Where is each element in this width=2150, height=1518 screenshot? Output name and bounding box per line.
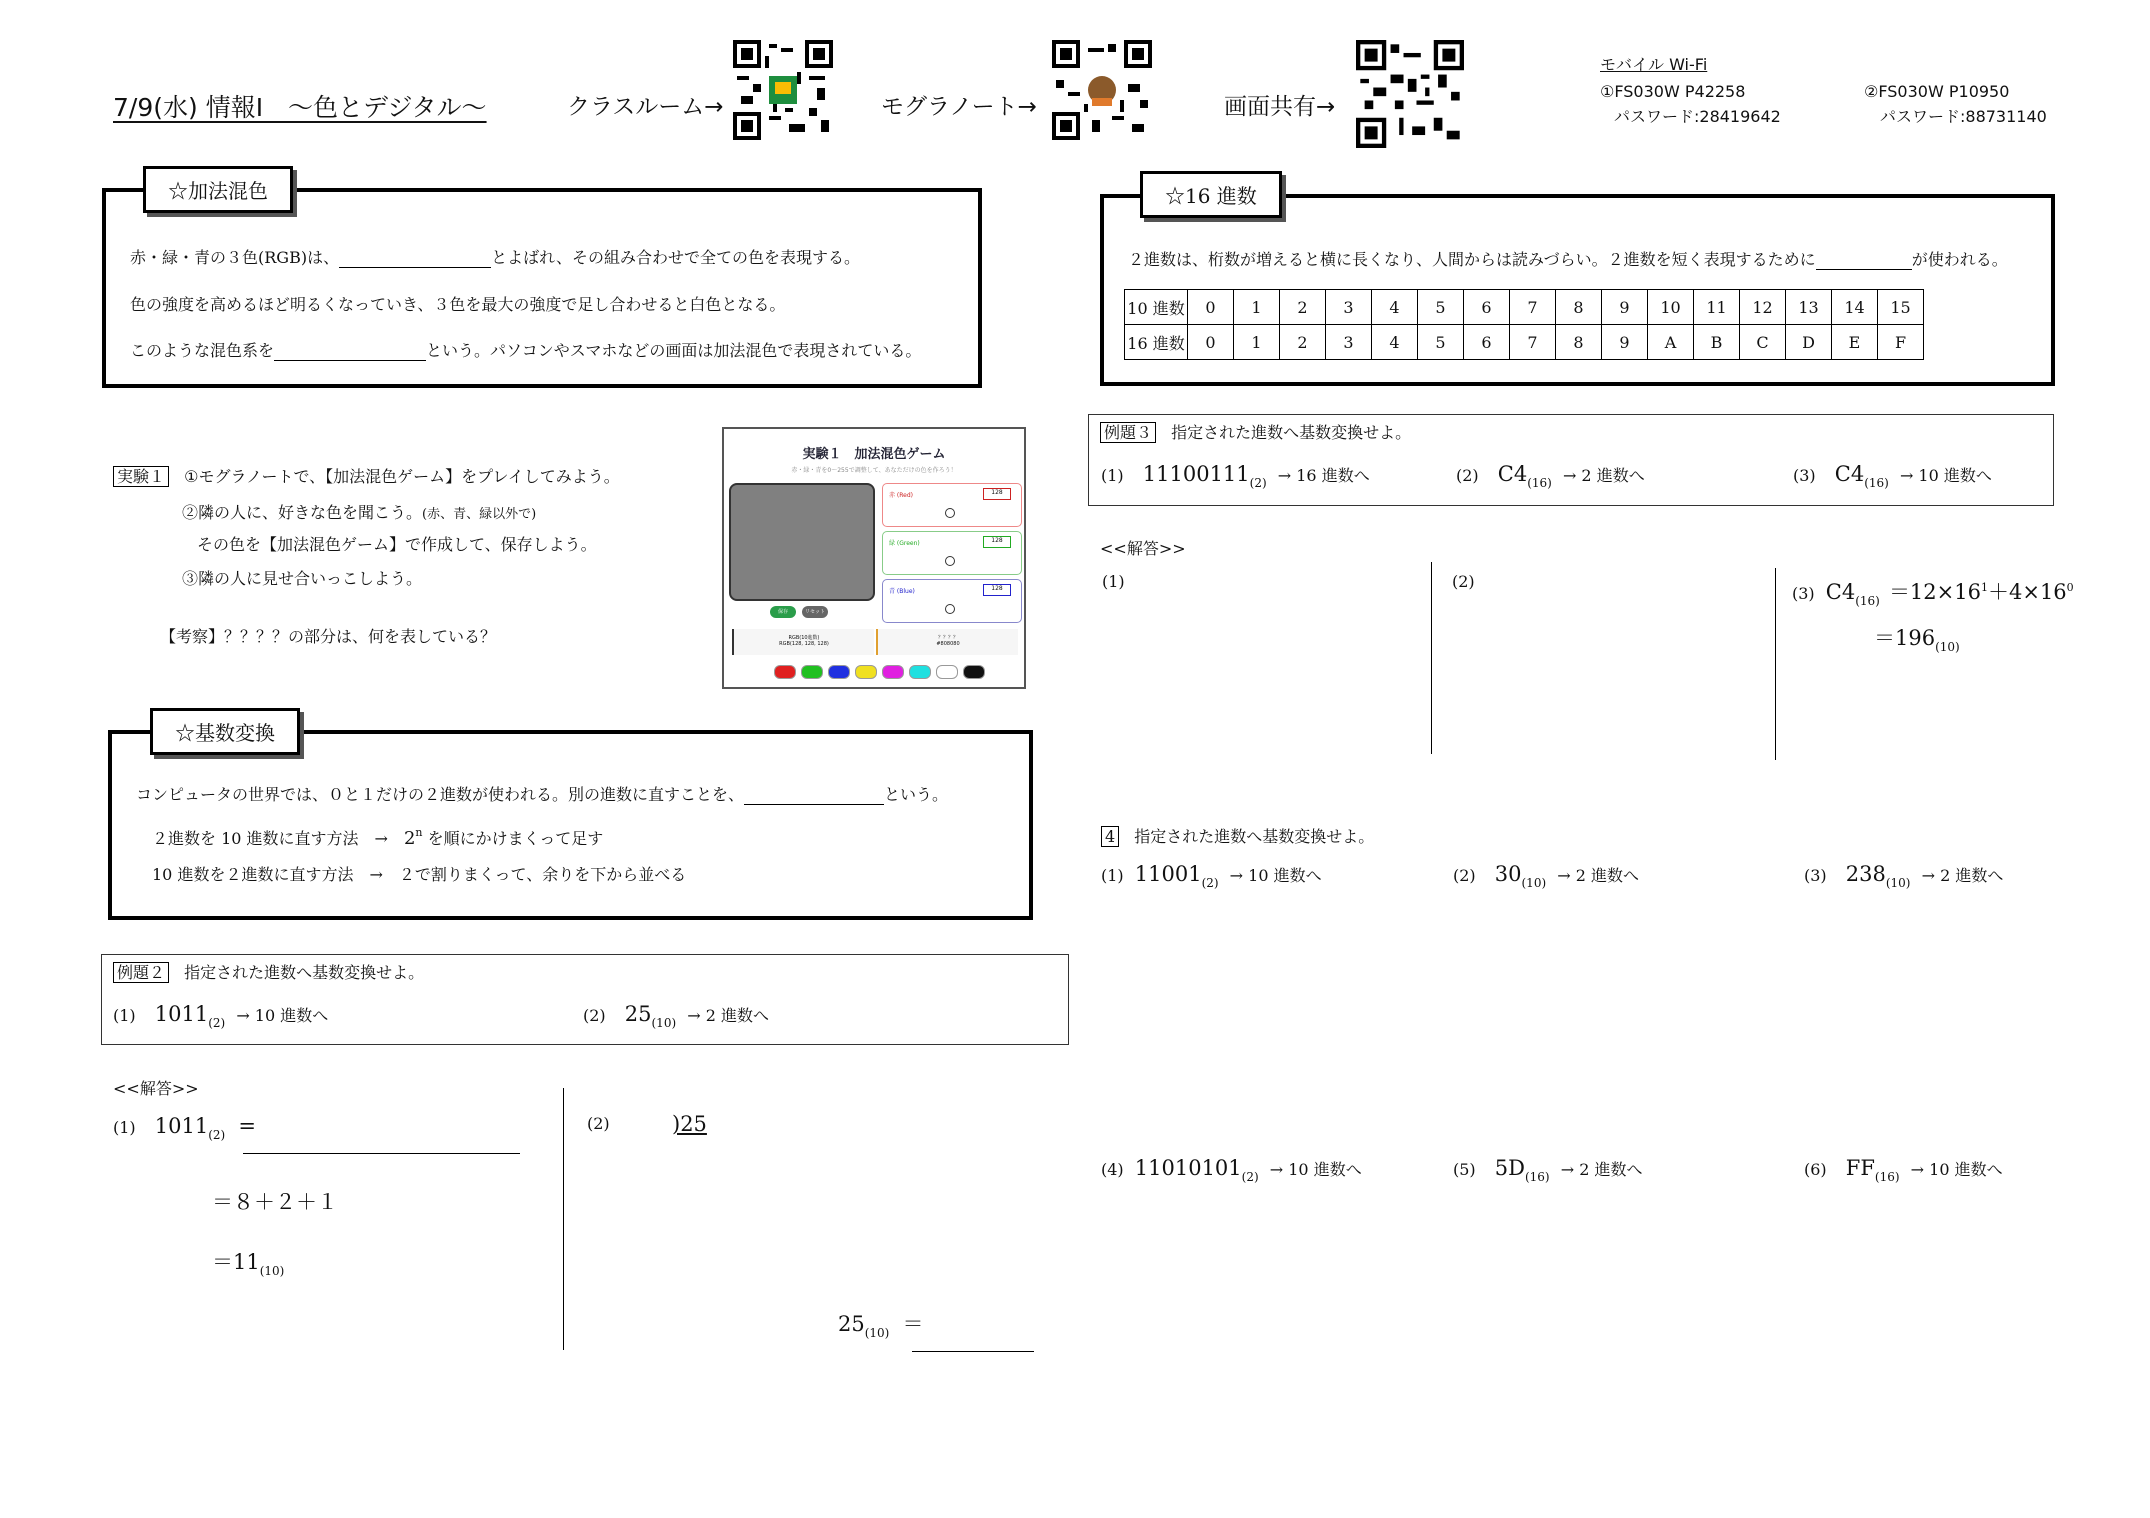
hex-readout-value: #808080 [936, 641, 960, 647]
decimal-cell: 4 [1372, 290, 1418, 325]
color-swatch[interactable] [828, 665, 850, 679]
hex-cell: 7 [1510, 325, 1556, 360]
example-2-q1-value: 1011 [154, 1002, 209, 1026]
hex-cell: 4 [1372, 325, 1418, 360]
example-2-a1-result [212, 1246, 284, 1278]
base-line-2 [152, 826, 603, 849]
example-3-a3-term-1: ＝12×16 [1888, 580, 1981, 604]
example-3-a1-number: (1) [1102, 572, 1125, 591]
decimal-cell: 12 [1740, 290, 1786, 325]
example-2-a1-blank-line[interactable] [243, 1153, 520, 1154]
problem-4-q6-number: (6) [1804, 1160, 1827, 1179]
additive-title: ☆加法混色 [143, 166, 293, 213]
example-3-instruction-text: 指定された進数へ基数変換せよ。 [1171, 423, 1412, 442]
example-3-a2-number: (2) [1452, 572, 1475, 591]
example-3-a3-base: (16) [1855, 594, 1880, 608]
additive-line-3-end: という。パソコンやスマホなどの画面は加法混色で表現されている。 [426, 341, 922, 360]
example-2-a2-final-base: (10) [864, 1326, 890, 1340]
game-subtitle: 赤・緑・青を0〜255で調整して、あなただけの色を作ろう！ [791, 467, 957, 474]
example-2-a2-final-value: 25 [838, 1312, 865, 1336]
example-2-question-2 [583, 1002, 769, 1030]
decimal-cell: 9 [1602, 290, 1648, 325]
base-line-1-end: という。 [884, 785, 949, 804]
example-2-a1-equals: = [238, 1114, 256, 1138]
additive-line-3 [130, 338, 921, 361]
save-button[interactable]: 保存 [770, 606, 796, 618]
decimal-cell: 11 [1694, 290, 1740, 325]
example-2-a2-final [838, 1308, 923, 1340]
screen-share-qr-code[interactable] [1356, 40, 1464, 148]
problem-4-q3-value: 238 [1845, 862, 1886, 886]
wifi-password-1: パスワード:28419642 [1614, 107, 1781, 126]
additive-line-1 [130, 245, 860, 268]
hex-cell: 8 [1556, 325, 1602, 360]
problem-4-instruction-text: 指定された進数へ基数変換せよ。 [1134, 827, 1375, 846]
base-line-2-end: を順にかけまくって足す [422, 829, 604, 848]
experiment-label: 実験１ [113, 466, 169, 487]
hex-intro-end: が使われる。 [1911, 250, 2008, 269]
decimal-cell: 0 [1188, 290, 1234, 325]
color-swatch[interactable] [774, 665, 796, 679]
additive-game-screenshot [722, 427, 1026, 689]
problem-4-q1-base: (2) [1201, 876, 1219, 890]
color-preview [729, 483, 875, 601]
example-3-a3-result [1874, 622, 1960, 654]
example-3-q1-base: (2) [1249, 476, 1267, 490]
classroom-qr-code[interactable] [733, 40, 833, 140]
green-slider-handle[interactable] [945, 556, 955, 566]
example-3-a3-value: C4 [1825, 580, 1856, 604]
example-3-label: 例題３ [1100, 422, 1156, 443]
color-swatch-row [774, 665, 985, 679]
decimal-cell: 3 [1326, 290, 1372, 325]
hex-cell: D [1786, 325, 1832, 360]
example-3-q1-target: → 16 進数へ [1277, 466, 1370, 485]
example-2-instruction [113, 960, 424, 983]
rgb-readout-label: RGB(10進数) [788, 635, 820, 641]
problem-4-q2-base: (10) [1521, 876, 1547, 890]
problem-4-q4-target: → 10 進数へ [1269, 1160, 1362, 1179]
problem-4-q5-base: (16) [1524, 1170, 1550, 1184]
experiment-step-1-text: ①モグラノートで、【加法混色ゲーム】をプレイしてみよう。 [184, 467, 620, 486]
hex-row-header: 16 進数 [1125, 325, 1188, 360]
problem-4-question-4 [1101, 1156, 1362, 1184]
decimal-cell: 7 [1510, 290, 1556, 325]
example-2-q1-base: (2) [208, 1016, 226, 1030]
red-slider-handle[interactable] [945, 508, 955, 518]
hex-cell: 3 [1326, 325, 1372, 360]
experiment-consideration: 【考察】？？？？の部分は、何を表している？ [160, 627, 497, 646]
example-3-answer-heading: <<解答>> [1100, 539, 1186, 558]
additive-line-3-start: このような混色系を [130, 341, 275, 360]
example-3-a3 [1792, 576, 2074, 608]
example-3-a3-exponent-2: 0 [2066, 581, 2074, 594]
example-2-q2-target: → 2 進数へ [687, 1006, 769, 1025]
additive-line-1-start: 赤・緑・青の３色(RGB)は、 [130, 248, 340, 267]
blue-slider-card [882, 579, 1022, 623]
base-superscript: n [415, 826, 423, 839]
example-2-a2-number: (2) [587, 1114, 610, 1133]
example-3-q2-value: C4 [1497, 462, 1528, 486]
hex-title: ☆16 進数 [1140, 171, 1282, 218]
hex-readout-label: ？？？？ [937, 635, 958, 641]
base-line-1-start: コンピュータの世界では、０と１だけの２進数が使われる。別の進数に直すことを、 [136, 785, 745, 804]
base-line-1 [136, 782, 948, 805]
experiment-step-2-text: ②隣の人に、好きな色を聞こう。 [182, 503, 423, 522]
base-two: 2 [403, 828, 416, 849]
green-value[interactable]: 128 [983, 536, 1011, 548]
problem-4-q4-base: (2) [1241, 1170, 1259, 1184]
problem-4-q6-base: (16) [1874, 1170, 1900, 1184]
decimal-cell: 13 [1786, 290, 1832, 325]
hex-cell: 9 [1602, 325, 1648, 360]
additive-blank-2[interactable] [274, 340, 426, 361]
hex-cell: 5 [1418, 325, 1464, 360]
decimal-cell: 1 [1234, 290, 1280, 325]
example-3-q1-number: (1) [1101, 466, 1124, 485]
wifi-password-2: パスワード:88731140 [1880, 107, 2047, 126]
hex-intro [1128, 247, 2008, 270]
example-2-label: 例題２ [113, 962, 169, 983]
wifi-ssid-1: ①FS030W P42258 [1600, 82, 1746, 101]
blue-label: 青 (Blue) [889, 588, 915, 595]
hex-cell: C [1740, 325, 1786, 360]
rgb-readout-value: RGB(128, 128, 128) [779, 641, 829, 647]
example-3-a3-number: (3) [1792, 584, 1815, 603]
color-swatch[interactable] [963, 665, 985, 679]
example-3-q2-target: → 2 進数へ [1562, 466, 1645, 485]
example-2-instruction-text: 指定された進数へ基数変換せよ。 [184, 963, 425, 982]
base-conversion-title: ☆基数変換 [150, 708, 300, 755]
example-3-question-3 [1793, 462, 1992, 490]
problem-4-q3-base: (10) [1885, 876, 1911, 890]
base-blank[interactable] [744, 784, 884, 805]
color-swatch[interactable] [936, 665, 958, 679]
green-label: 緑 (Green) [889, 540, 920, 547]
problem-4-q3-number: (3) [1804, 866, 1827, 885]
experiment-step-2b: その色を【加法混色ゲーム】で作成して、保存しよう。 [197, 535, 597, 554]
example-2-q1-target: → 10 進数へ [236, 1006, 329, 1025]
example-3-a3-term-2: ＋4×16 [1987, 580, 2067, 604]
problem-4-q5-target: → 2 進数へ [1560, 1160, 1643, 1179]
example-3-instruction [1100, 420, 1411, 443]
mogura-label: モグラノート→ [881, 94, 1037, 120]
blue-value[interactable]: 128 [983, 584, 1011, 596]
problem-4-question-5 [1453, 1156, 1642, 1184]
example-2-a2-blank-line[interactable] [912, 1351, 1034, 1352]
game-title: 実験１ 加法混色ゲーム [802, 447, 946, 462]
hex-cell: 6 [1464, 325, 1510, 360]
decimal-cell: 8 [1556, 290, 1602, 325]
example-2-q2-value: 25 [624, 1002, 652, 1026]
experiment-step-2 [182, 500, 536, 523]
example-2-a1-base: (2) [208, 1128, 226, 1142]
example-3-question-2 [1456, 462, 1645, 490]
rgb-readout [732, 629, 874, 655]
problem-4-q4-value: 11010101 [1134, 1156, 1242, 1180]
problem-4-q6-target: → 10 進数へ [1910, 1160, 2003, 1179]
decimal-cell: 6 [1464, 290, 1510, 325]
red-value[interactable]: 128 [983, 488, 1011, 500]
base-line-3: 10 進数を２進数に直す方法 → ２で割りまくって、余りを下から並べる [152, 865, 687, 884]
hex-cell: 0 [1188, 325, 1234, 360]
example-3-q3-base: (16) [1864, 476, 1889, 490]
example-3-a3-exponent-1: 1 [1980, 581, 1988, 594]
red-slider-card [882, 483, 1022, 527]
problem-4-q5-number: (5) [1453, 1160, 1476, 1179]
example-2-a1-result-base: (10) [259, 1264, 285, 1278]
example-2-a1-result-value: ＝11 [212, 1250, 260, 1274]
problem-4-q4-number: (4) [1101, 1160, 1124, 1179]
problem-4-label: 4 [1101, 826, 1119, 847]
hex-cell: A [1648, 325, 1694, 360]
example-2-a1-value: 1011 [154, 1114, 209, 1138]
example-2-q2-base: (10) [651, 1016, 677, 1030]
experiment-step-3: ③隣の人に見せ合いっこしよう。 [182, 569, 423, 588]
wifi-ssid-2: ②FS030W P10950 [1864, 82, 2010, 101]
problem-4-q2-value: 30 [1494, 862, 1522, 886]
example-2-q2-number: (2) [583, 1006, 606, 1025]
base-conversion-section [108, 730, 1033, 920]
decimal-row [1125, 290, 1924, 325]
hex-cell: 2 [1280, 325, 1326, 360]
problem-4-q1-target: → 10 進数へ [1229, 866, 1322, 885]
additive-line-1-end: とよばれ、その組み合わせで全ての色を表現する。 [491, 248, 861, 267]
example-2-q1-number: (1) [113, 1006, 136, 1025]
color-swatch[interactable] [882, 665, 904, 679]
example-3-a3-result-value: ＝196 [1874, 626, 1936, 650]
example-3-q3-value: C4 [1834, 462, 1865, 486]
decimal-row-header: 10 進数 [1125, 290, 1188, 325]
example-2-a1-number: (1) [113, 1118, 136, 1137]
problem-4-instruction [1101, 824, 1374, 847]
example-2-answer-1 [113, 1114, 256, 1142]
page-title: 7/9(水) 情報Ⅰ ～色とデジタル～ [113, 93, 487, 122]
color-swatch[interactable] [909, 665, 931, 679]
example-2-a1-step: ＝８＋２＋１ [212, 1190, 338, 1214]
hex-conversion-table [1124, 289, 1924, 360]
decimal-cell: 14 [1832, 290, 1878, 325]
hex-blank[interactable] [1816, 249, 1912, 270]
color-swatch[interactable] [801, 665, 823, 679]
decimal-cell: 15 [1878, 290, 1924, 325]
example-3-q1-value: 11100111 [1142, 462, 1250, 486]
problem-4-q5-value: 5D [1494, 1156, 1525, 1180]
example-2-answer-heading: <<解答>> [113, 1079, 199, 1098]
color-swatch[interactable] [855, 665, 877, 679]
base-line-2-start: ２進数を 10 進数に直す方法 → [152, 829, 404, 848]
problem-4-q1-value: 11001 [1134, 862, 1202, 886]
wifi-heading: モバイル Wi-Fi [1600, 55, 1708, 74]
example-2-answer-divider [563, 1088, 564, 1350]
example-3-divider-1 [1431, 562, 1432, 754]
example-2-a2-equals: ＝ [902, 1312, 924, 1336]
green-slider-card [882, 531, 1022, 575]
red-label: 赤 (Red) [889, 492, 913, 499]
decimal-cell: 10 [1648, 290, 1694, 325]
hexadecimal-row [1125, 325, 1924, 360]
problem-4-q3-target: → 2 進数へ [1921, 866, 2004, 885]
example-3-question-1 [1101, 462, 1370, 490]
screen-share-label: 画面共有→ [1224, 94, 1336, 120]
problem-4-question-6 [1804, 1156, 2003, 1184]
problem-4-q1-number: (1) [1101, 866, 1124, 885]
hex-cell: E [1832, 325, 1878, 360]
mogura-qr-code[interactable] [1052, 40, 1152, 140]
blue-slider-handle[interactable] [945, 604, 955, 614]
hex-cell: F [1878, 325, 1924, 360]
problem-4-question-1 [1101, 862, 1322, 890]
classroom-label: クラスルーム→ [567, 94, 724, 120]
problem-4-question-3 [1804, 862, 2003, 890]
example-3-a3-result-base: (10) [1935, 640, 1960, 654]
example-3-q2-number: (2) [1456, 466, 1479, 485]
experiment-step-2-note: (赤、青、緑以外で) [422, 507, 537, 522]
decimal-cell: 5 [1418, 290, 1464, 325]
example-3-divider-2 [1775, 568, 1776, 760]
problem-4-question-2 [1453, 862, 1639, 890]
additive-blank-1[interactable] [339, 247, 491, 268]
problem-4-q2-target: → 2 進数へ [1557, 866, 1639, 885]
reset-button[interactable]: リセット [802, 606, 828, 618]
hex-cell: 1 [1234, 325, 1280, 360]
problem-4-q6-value: FF [1845, 1156, 1875, 1180]
example-2-question-1 [113, 1002, 328, 1030]
decimal-cell: 2 [1280, 290, 1326, 325]
hex-cell: B [1694, 325, 1740, 360]
example-3-q3-number: (3) [1793, 466, 1816, 485]
experiment-step-1 [113, 464, 620, 487]
hex-intro-start: ２進数は、桁数が増えると横に長くなり、人間からは読みづらい。２進数を短く表現するために [1128, 250, 1816, 269]
example-2-a2-division: )25 [672, 1112, 707, 1136]
problem-4-q2-number: (2) [1453, 866, 1476, 885]
additive-line-2: 色の強度を高めるほど明るくなっていき、３色を最大の強度で足し合わせると白色となる。 [130, 295, 786, 314]
example-3-q2-base: (16) [1527, 476, 1552, 490]
hex-readout [876, 629, 1018, 655]
example-3-q3-target: → 10 進数へ [1899, 466, 1992, 485]
